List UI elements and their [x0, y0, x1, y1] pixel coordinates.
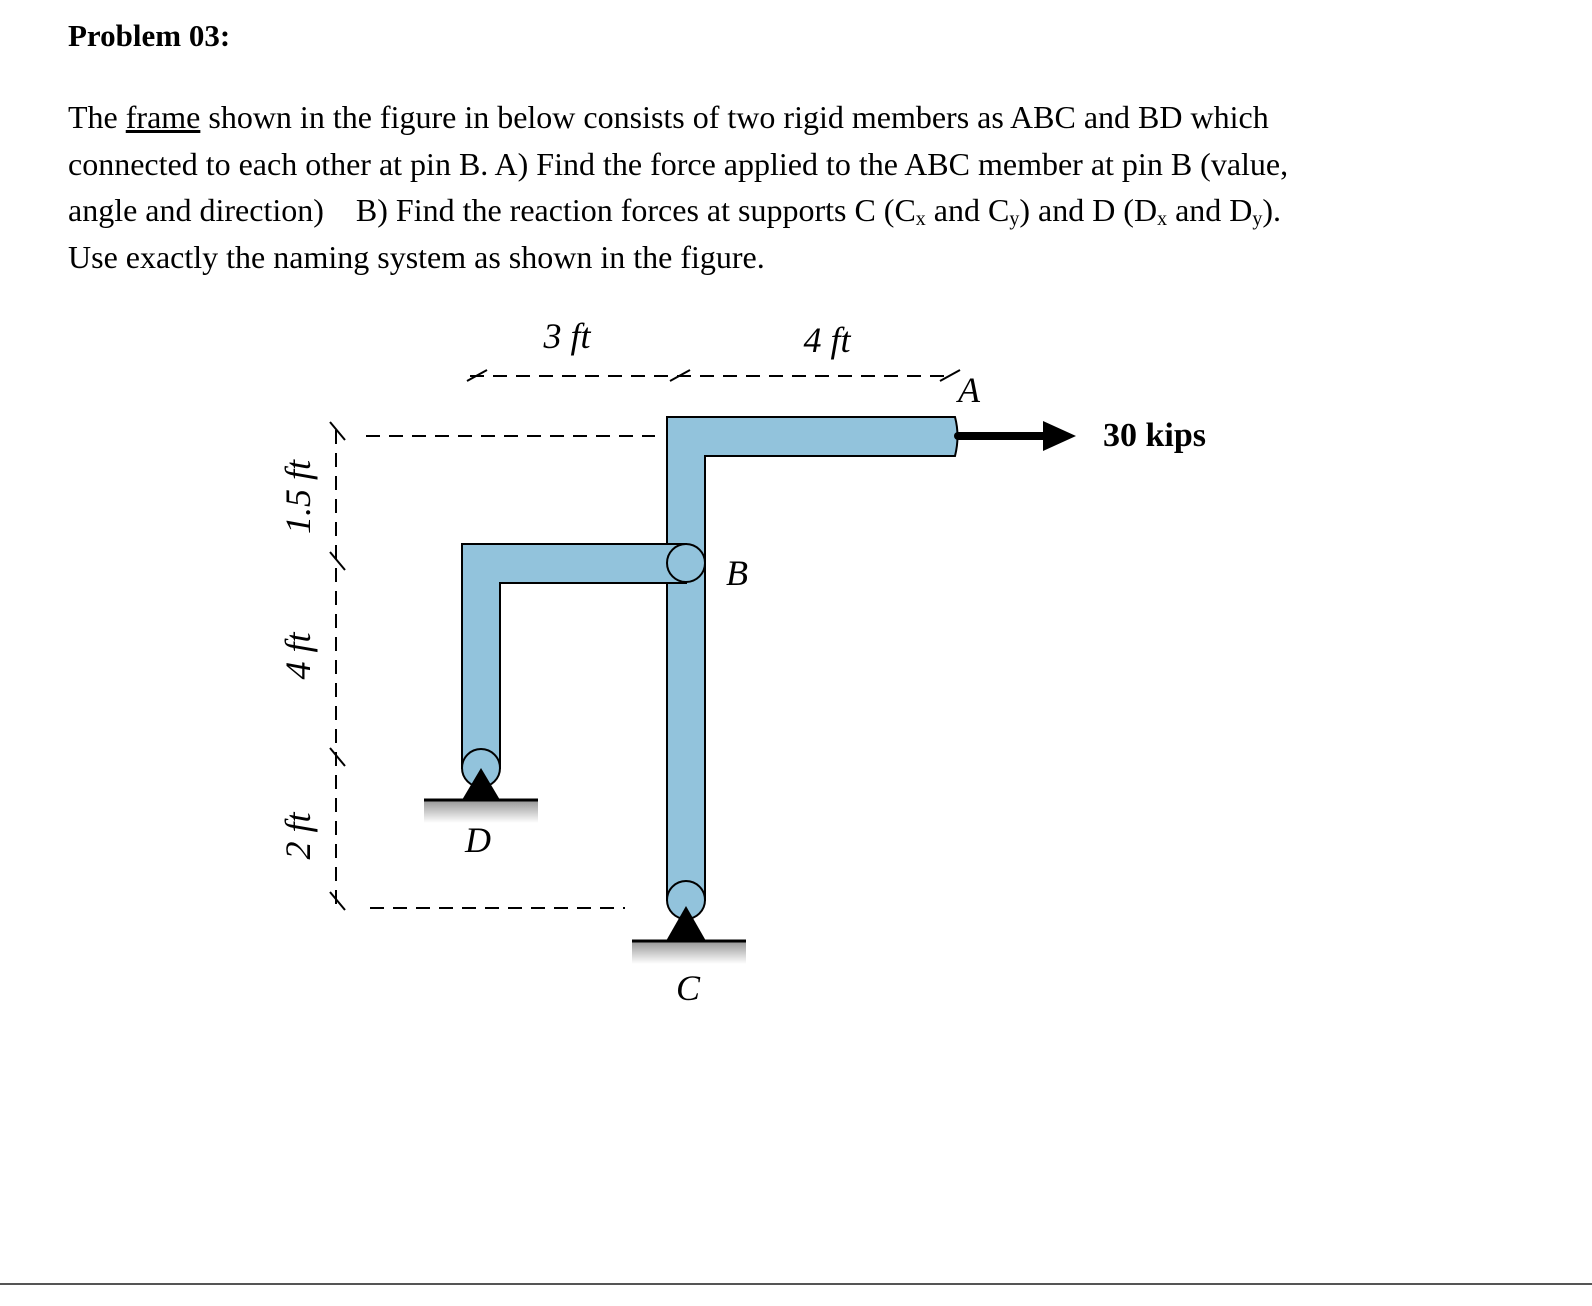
- subscript: x: [1157, 208, 1168, 230]
- problem-title: Problem 03:: [68, 18, 231, 53]
- member-abc: [667, 417, 958, 900]
- subscript: y: [1252, 208, 1263, 230]
- text: and C: [925, 192, 1010, 228]
- label-d: D: [465, 820, 491, 860]
- statement-line-4: Use exactly the naming system as shown in the figure.: [68, 238, 765, 275]
- text: The: [68, 99, 126, 135]
- label-a: A: [958, 370, 980, 410]
- load-label: 30 kips: [1103, 417, 1206, 454]
- dim-1-5ft: 1.5 ft: [278, 459, 318, 535]
- statement-line-2: connected to each other at pin B. A) Find the force applied to the ABC member at pin B (value,: [68, 145, 1289, 182]
- text: shown in the figure in below consists of two rigid members as ABC and BD which: [200, 99, 1269, 135]
- frame-link[interactable]: frame: [125, 99, 201, 135]
- load-arrow-icon: [954, 421, 1076, 451]
- label-b: B: [726, 553, 748, 593]
- dim-4ft-left: 4 ft: [278, 632, 318, 680]
- subscript: x: [915, 208, 926, 230]
- dim-4ft-top: 4 ft: [803, 320, 851, 360]
- member-bd: [462, 544, 686, 768]
- ground-c: [632, 942, 746, 964]
- text: ).: [1262, 192, 1282, 228]
- pin-b: [667, 544, 705, 582]
- bottom-divider: [0, 1283, 1592, 1285]
- label-c: C: [676, 968, 701, 1008]
- text: angle and direction) B) Find the reaction forces at supports C (C: [68, 192, 916, 228]
- dim-3ft: 3 ft: [543, 316, 591, 356]
- dim-2ft: 2 ft: [278, 812, 318, 860]
- text: ) and D (D: [1019, 192, 1158, 228]
- text: and D: [1167, 192, 1253, 228]
- subscript: y: [1009, 208, 1020, 230]
